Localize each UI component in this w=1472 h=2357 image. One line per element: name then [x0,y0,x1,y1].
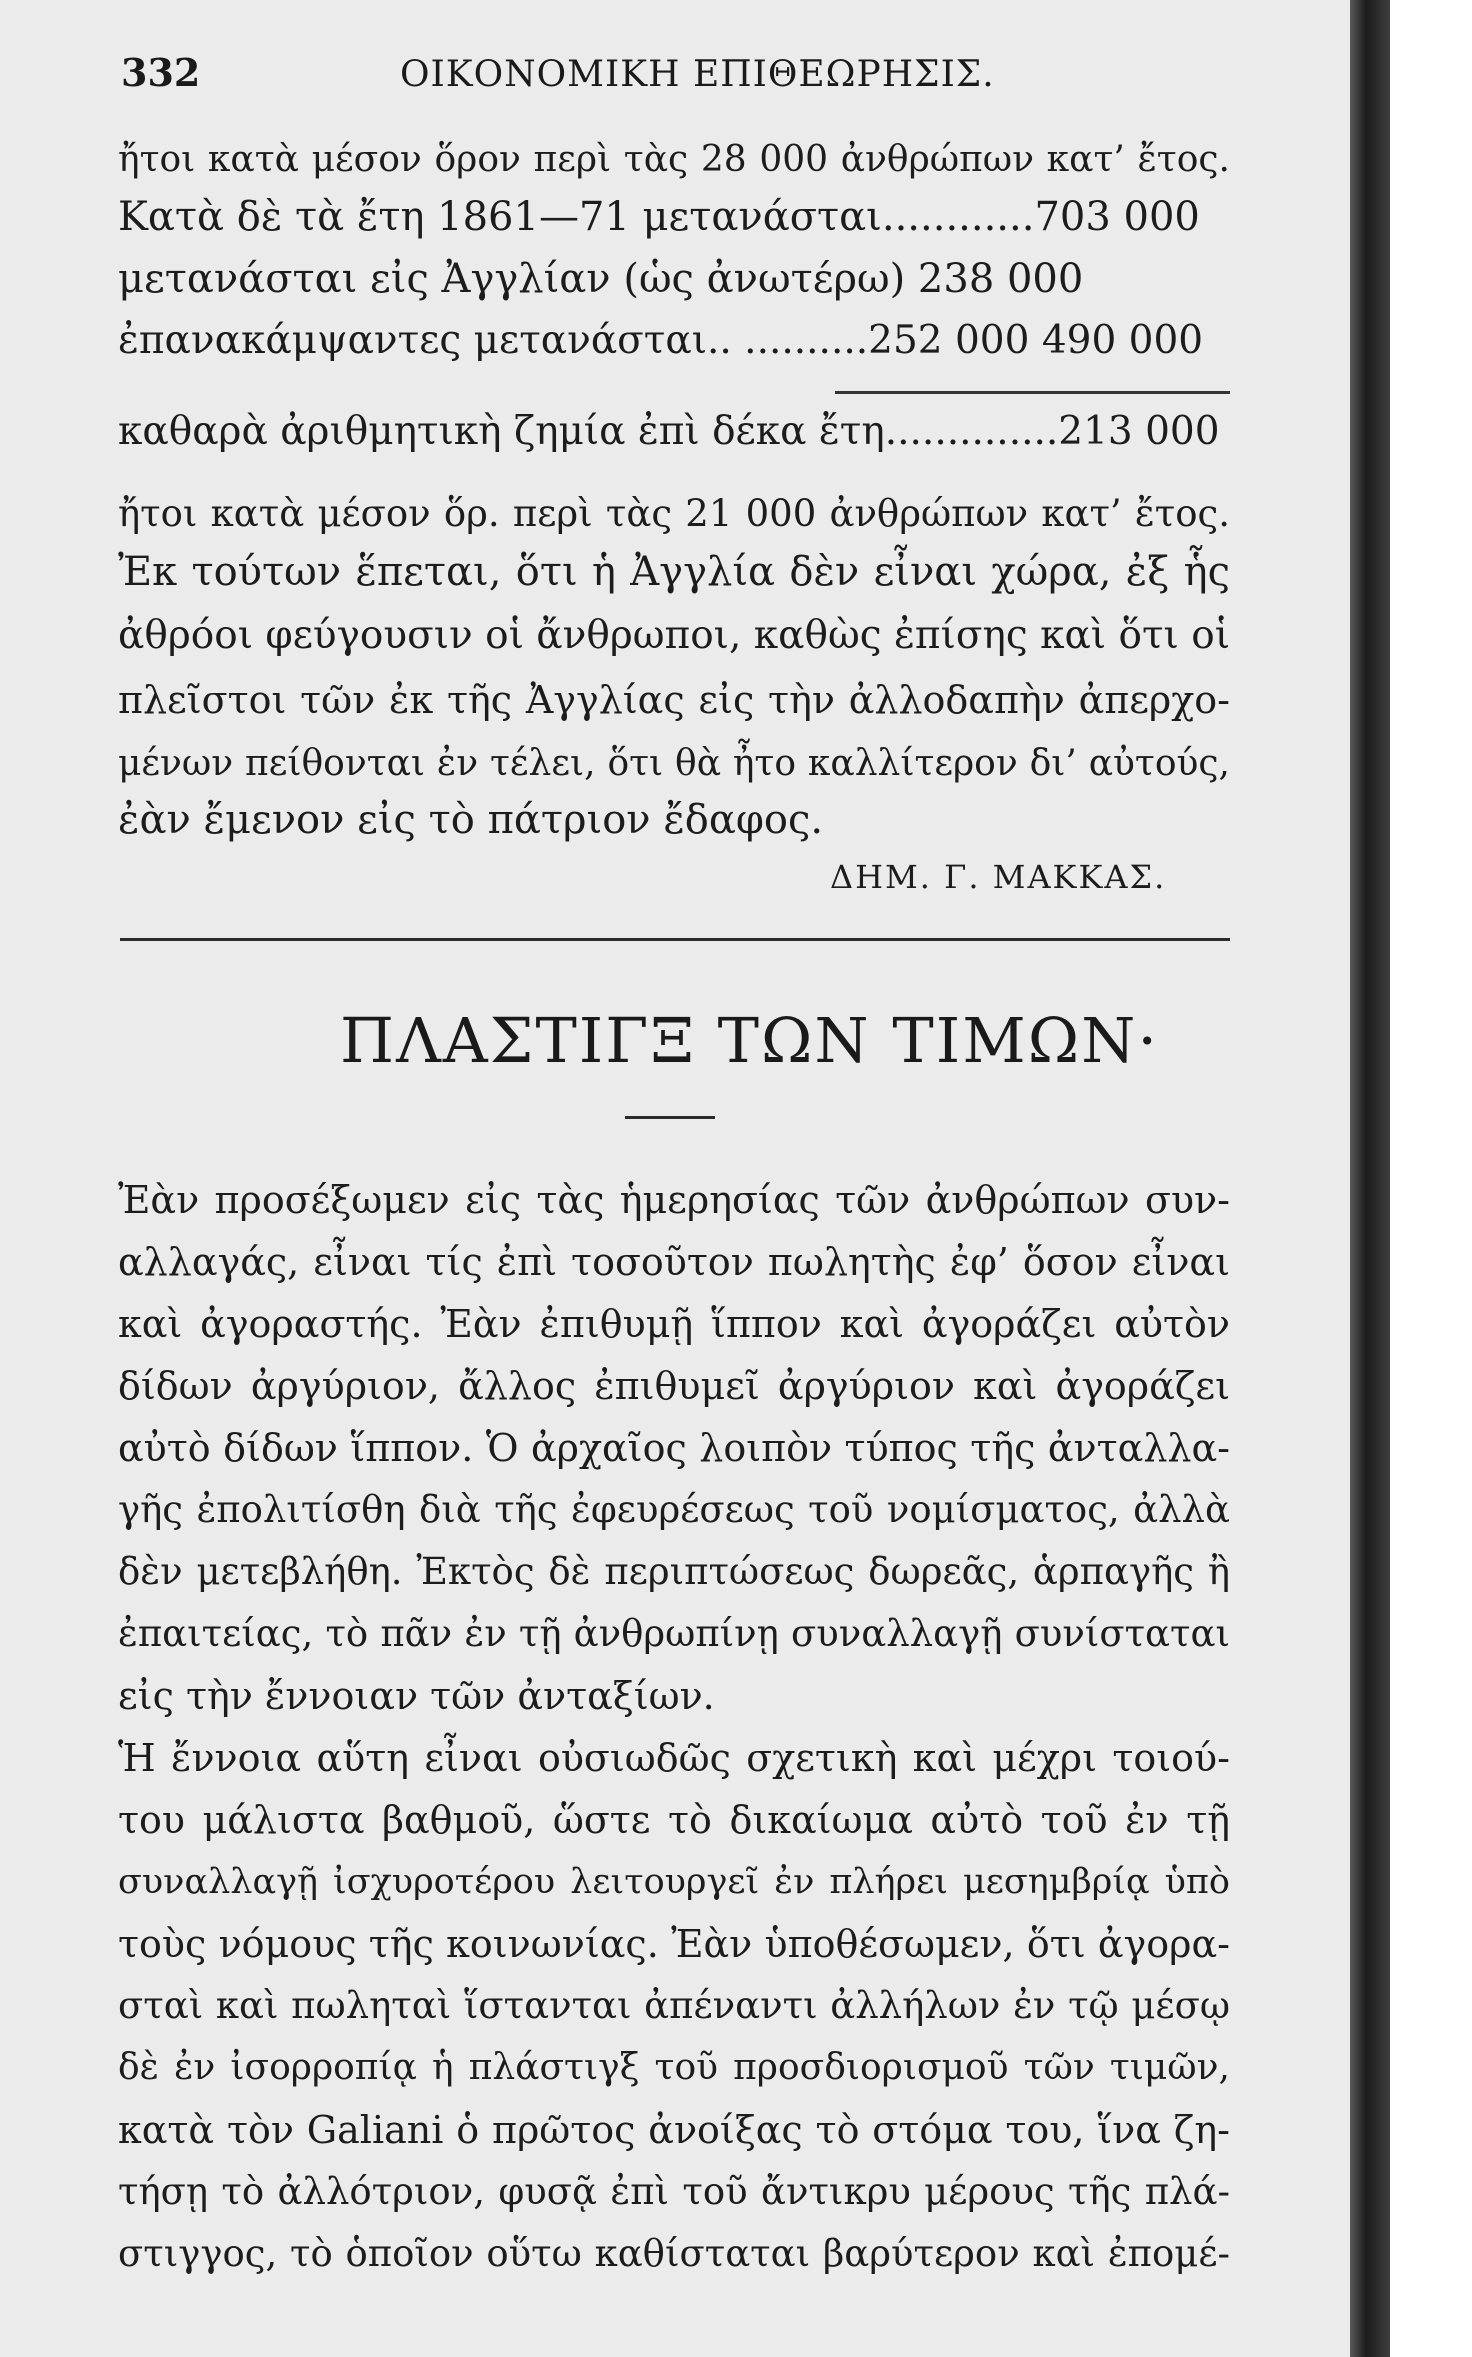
page-number: 332 [121,50,201,95]
section-divider [120,938,1230,941]
stats-line: ἐπανακάμψαντες μετανάσται.. ..........252 000 490 000 [118,318,1204,363]
body-line: ἐπαιτείας, τὸ πᾶν ἐν τῇ ἀνθρωπίνῃ συναλλαγῇ συνίσταται [118,1612,1230,1655]
stats-line: ἤτοι κατὰ μέσον ὅρ. περὶ τὰς 21 000 ἀνθρώπων κατ’ ἔτος. [118,492,1230,535]
body-line: Ἐὰν προσέξωμεν εἰς τὰς ἡμερησίας τῶν ἀνθρώπων συν- [118,1178,1230,1222]
body-line: κατὰ τὸν Galiani ὁ πρῶτος ἀνοίξας τὸ στόμα του, ἵνα ζη- [118,2108,1230,2152]
body-line: καὶ ἀγοραστής. Ἐὰν ἐπιθυμῇ ἵππον καὶ ἀγοράζει αὐτὸν [118,1302,1230,1346]
body-line: τοὺς νόμους τῆς κοινωνίας. Ἐὰν ὑποθέσωμεν, ὅτι ἀγορα- [118,1922,1230,1966]
title-underline [625,1116,715,1119]
body-line: τήσῃ τὸ ἀλλότριον, φυσᾷ ἐπὶ τοῦ ἄντικρυ μέρους τῆς πλά- [118,2170,1230,2213]
paragraph-line: ἀθρόοι φεύγουσιν οἱ ἄνθρωποι, καθὼς ἐπίσης καὶ ὅτι οἱ [118,613,1230,658]
body-line: αὐτὸ δίδων ἵππον. Ὁ ἀρχαῖος λοιπὸν τύπος τῆς ἀνταλλα- [118,1426,1230,1470]
body-line: δὲ ἐν ἰσορροπίᾳ ἡ πλάστιγξ τοῦ προσδιορισμοῦ τῶν τιμῶν, [118,2047,1230,2088]
body-line: Ἡ ἔννοια αὕτη εἶναι οὐσιωδῶς σχετικὴ καὶ μέχρι τοιού- [118,1736,1230,1780]
body-line: εἰς τὴν ἔννοιαν τῶν ἀνταξίων. [118,1674,715,1718]
paragraph-line: Ἐκ τούτων ἕπεται, ὅτι ἡ Ἀγγλία δὲν εἶναι χώρα, ἐξ ἧς [118,549,1230,595]
body-line: αλλαγάς, εἶναι τίς ἐπὶ τοσοῦτον πωλητὴς ἐφ’ ὅσον εἶναι [118,1240,1230,1284]
body-line: του μάλιστα βαθμοῦ, ὥστε τὸ δικαίωμα αὐτὸ τοῦ ἐν τῇ [118,1798,1230,1842]
body-line: δίδων ἀργύριον, ἄλλος ἐπιθυμεῖ ἀργύριον καὶ ἀγοράζει [118,1364,1230,1408]
paragraph-line: ἐὰν ἔμενον εἰς τὸ πάτριον ἔδαφος. [118,797,824,843]
body-line: σταὶ καὶ πωληταὶ ἵστανται ἀπέναντι ἀλλήλων ἐν τῷ μέσῳ [118,1984,1230,2027]
body-line: στιγγος, τὸ ὁποῖον οὕτω καθίσταται βαρύτερον καὶ ἐπομέ- [118,2232,1230,2275]
author-signature: ΔΗΜ. Γ. ΜΑΚΚΑΣ. [830,858,1167,896]
book-binding-edge [1350,0,1390,2357]
stats-line: Κατὰ δὲ τὰ ἔτη 1861—71 μετανάσται............703 000 [118,194,1200,240]
stats-line: καθαρὰ ἀριθμητικὴ ζημία ἐπὶ δέκα ἔτη..............213 000 [118,409,1220,454]
body-line: δὲν μετεβλήθη. Ἐκτὸς δὲ περιπτώσεως δωρεᾶς, ἁρπαγῆς ἢ [118,1550,1230,1593]
body-line: γῆς ἐπολιτίσθη διὰ τῆς ἐφευρέσεως τοῦ νομίσματος, ἀλλὰ [118,1488,1230,1531]
stats-line: ἤτοι κατὰ μέσον ὅρον περὶ τὰς 28 000 ἀνθρώπων κατ’ ἔτος. [118,139,1230,180]
running-title: ΟΙΚΟΝΟΜΙΚΗ ΕΠΙΘΕΩΡΗΣΙΣ. [400,54,995,95]
sum-rule [835,391,1230,394]
paragraph-line: πλεῖστοι τῶν ἐκ τῆς Ἀγγλίας εἰς τὴν ἀλλοδαπὴν ἀπερχο- [118,678,1230,722]
stats-line: μετανάσται εἰς Ἀγγλίαν (ὡς ἀνωτέρω) 238 000 [118,256,1084,302]
section-title: ΠΛΑΣΤΙΓΞ ΤΩΝ ΤΙΜΩΝ· [340,1004,1160,1077]
body-line: συναλλαγῇ ἰσχυροτέρου λειτουργεῖ ἐν πλήρει μεσημβρίᾳ ὑπὸ [118,1862,1230,1902]
paragraph-line: μένων πείθονται ἐν τέλει, ὅτι θὰ ἦτο καλλίτερον δι’ αὐτούς, [118,743,1230,784]
